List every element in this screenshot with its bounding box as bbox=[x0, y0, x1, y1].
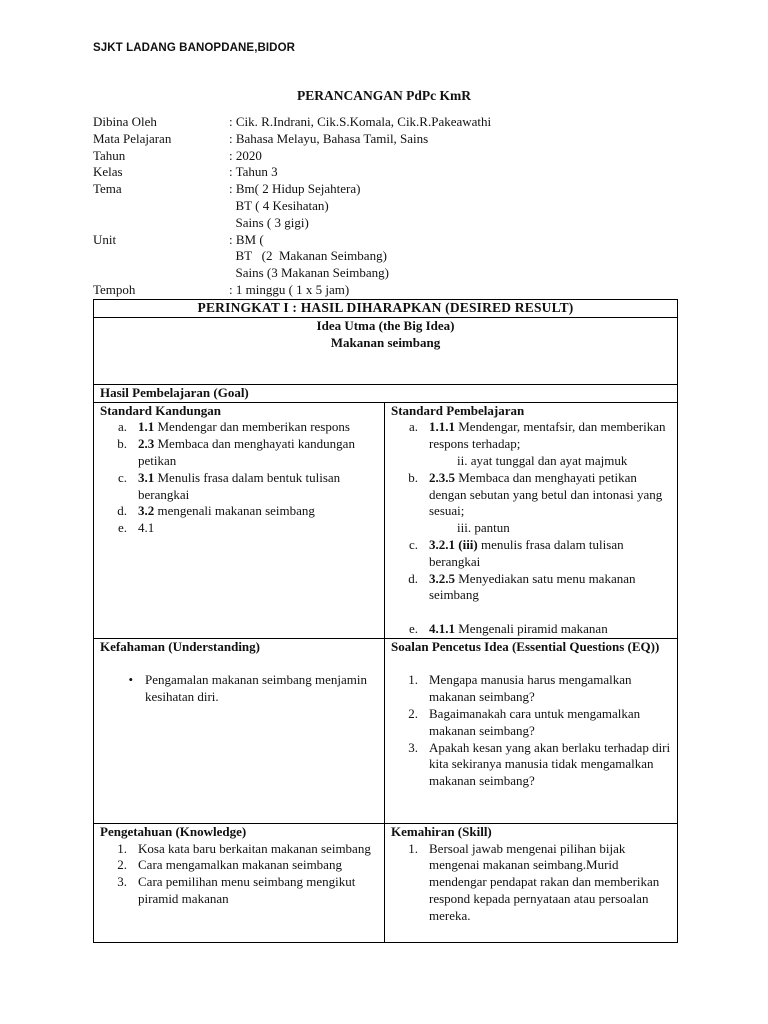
list-marker: 1. bbox=[408, 672, 418, 688]
list-marker: b. bbox=[117, 436, 127, 452]
list-item bbox=[391, 470, 671, 520]
sk-title: Standard Kandungan bbox=[100, 402, 222, 418]
meta-row-unit-sains bbox=[93, 265, 693, 282]
standard-code: 1.1 bbox=[138, 419, 155, 435]
meta-info bbox=[93, 114, 693, 299]
meta-label: Mata Pelajaran bbox=[93, 130, 172, 146]
list-item bbox=[100, 419, 378, 436]
item-text: Menyediakan satu menu makanan seimbang bbox=[429, 570, 636, 603]
meta-label: Kelas bbox=[93, 164, 123, 180]
item-text: Mengenali piramid makanan bbox=[455, 620, 608, 636]
list-marker: c. bbox=[408, 536, 418, 552]
item-text: Membaca dan menghayati petikan dengan sebutan yang betul dan intonasi yang sesuai; bbox=[429, 469, 663, 519]
meta-row-duration bbox=[93, 282, 693, 299]
meta-value: Sains (3 Makanan Seimbang) bbox=[229, 265, 389, 281]
list-item bbox=[391, 740, 671, 790]
understanding-title: Kefahaman (Understanding) bbox=[100, 638, 260, 654]
meta-label bbox=[93, 265, 229, 282]
list-marker: d. bbox=[117, 503, 127, 519]
skill-title: Kemahiran (Skill) bbox=[391, 823, 492, 839]
knowledge-list bbox=[100, 841, 378, 908]
standard-pembelajaran-cell bbox=[385, 402, 678, 638]
item-text: Mendengar, mentafsir, dan memberikan respons terhadap; bbox=[429, 419, 666, 452]
meta-value: Sains ( 3 gigi) bbox=[229, 214, 309, 230]
list-marker: b. bbox=[408, 469, 418, 485]
list-item bbox=[100, 672, 378, 706]
plan-table bbox=[93, 299, 678, 943]
sp-title: Standard Pembelajaran bbox=[391, 402, 525, 418]
meta-label bbox=[93, 198, 229, 215]
item-text: Bersoal jawab mengenai pilihan bijak mengenai makanan seimbang.Murid mendengar pendapat rakan dan memberikan respond kepada pernyataan atau persoalan mereka. bbox=[429, 840, 660, 923]
list-item bbox=[100, 841, 378, 858]
standard-code: 3.2.1 (iii) bbox=[429, 536, 478, 552]
item-text: Bagaimanakah cara untuk mengamalkan makanan seimbang? bbox=[429, 705, 641, 738]
list-marker: 3. bbox=[408, 739, 418, 755]
skill-cell bbox=[385, 823, 678, 942]
standards-row bbox=[94, 402, 678, 638]
spacer bbox=[100, 656, 378, 673]
standard-code: 2.3.5 bbox=[429, 469, 455, 485]
list-marker: a. bbox=[117, 419, 127, 435]
item-text: Cara pemilihan menu seimbang mengikut piramid makanan bbox=[138, 874, 356, 906]
meta-row-class bbox=[93, 164, 693, 181]
list-item bbox=[100, 436, 378, 470]
item-text: Membaca dan menghayati kandungan petikan bbox=[138, 436, 355, 468]
list-item bbox=[391, 672, 671, 706]
meta-row-unit bbox=[93, 232, 693, 249]
sub-item: iii. pantun bbox=[457, 520, 510, 536]
list-item bbox=[391, 841, 671, 925]
understanding-list bbox=[100, 672, 378, 706]
knowledge-row bbox=[94, 823, 678, 942]
list-item bbox=[100, 874, 378, 908]
knowledge-title: Pengetahuan (Knowledge) bbox=[100, 823, 247, 839]
sk-list bbox=[100, 419, 378, 537]
list-marker: e. bbox=[408, 620, 418, 636]
list-marker: a. bbox=[408, 419, 418, 435]
list-item bbox=[100, 470, 378, 504]
item-text: Mendengar dan memberikan respons bbox=[154, 419, 350, 435]
item-text: Kosa kata baru berkaitan makanan seimbang bbox=[138, 840, 371, 856]
spacer bbox=[391, 656, 671, 673]
meta-label: Unit bbox=[93, 231, 117, 247]
meta-value: BT ( 4 Kesihatan) bbox=[229, 197, 329, 213]
standard-kandungan-cell bbox=[94, 402, 385, 638]
eq-cell bbox=[385, 638, 678, 823]
understanding-cell bbox=[94, 638, 385, 823]
meta-value: : Bm( 2 Hidup Sejahtera) bbox=[229, 181, 361, 197]
bullet-icon: • bbox=[128, 672, 133, 688]
list-marker: c. bbox=[117, 469, 127, 485]
item-text: menulis frasa dalam tulisan berangkai bbox=[429, 536, 624, 569]
goal-title: Hasil Pembelajaran (Goal) bbox=[94, 384, 678, 402]
standard-code: 3.2 bbox=[138, 503, 155, 519]
understanding-row bbox=[94, 638, 678, 823]
meta-label bbox=[93, 215, 229, 232]
table-header: PERINGKAT I : HASIL DIHARAPKAN (DESIRED RESULT) bbox=[94, 300, 678, 318]
meta-value: BT (2 Makanan Seimbang) bbox=[229, 248, 387, 264]
big-idea-text: Makanan seimbang bbox=[330, 334, 441, 350]
list-marker: 1. bbox=[117, 840, 127, 856]
meta-label: Tema bbox=[93, 181, 122, 197]
big-idea-cell bbox=[94, 317, 678, 384]
standard-code: 3.2.5 bbox=[429, 570, 455, 586]
meta-label: Tempoh bbox=[93, 281, 136, 297]
item-text: Pengamalan makanan seimbang menjamin kesihatan diri. bbox=[145, 672, 368, 705]
meta-label bbox=[93, 248, 229, 265]
list-marker: d. bbox=[408, 570, 418, 586]
table-header-row bbox=[94, 300, 678, 318]
list-item bbox=[391, 537, 671, 571]
list-marker: 2. bbox=[408, 705, 418, 721]
meta-row-theme-bt bbox=[93, 198, 693, 215]
document-title: PERANCANGAN PdPc KmR bbox=[297, 88, 471, 103]
big-idea-row bbox=[94, 317, 678, 384]
meta-value: : Cik. R.Indrani, Cik.S.Komala, Cik.R.Pakeawathi bbox=[229, 114, 492, 129]
item-text: Menulis frasa dalam bentuk tulisan berangkai bbox=[138, 469, 341, 502]
meta-label: Dibina Oleh bbox=[93, 114, 157, 129]
eq-list bbox=[391, 672, 671, 790]
sp-list bbox=[391, 419, 671, 637]
list-item bbox=[391, 706, 671, 740]
eq-title: Soalan Pencetus Idea (Essential Questions (EQ)) bbox=[391, 638, 660, 654]
list-item bbox=[391, 621, 671, 638]
skill-list bbox=[391, 841, 671, 925]
standard-code: 3.1 bbox=[138, 469, 155, 485]
list-item bbox=[391, 571, 671, 605]
standard-code: 2.3 bbox=[138, 436, 155, 452]
meta-value: : BM ( bbox=[229, 231, 264, 247]
goal-row bbox=[94, 384, 678, 402]
school-name: SJKT LADANG BANOPDANE,BIDOR bbox=[93, 42, 296, 54]
item-text: Mengapa manusia harus mengamalkan makanan seimbang? bbox=[429, 672, 632, 705]
meta-row-theme-sains bbox=[93, 215, 693, 232]
standard-code: 4.1.1 bbox=[429, 620, 455, 636]
item-text: 4.1 bbox=[138, 520, 155, 536]
meta-row-dibina bbox=[93, 114, 693, 131]
item-text: mengenali makanan seimbang bbox=[154, 503, 315, 519]
list-marker: e. bbox=[117, 520, 127, 536]
list-item bbox=[100, 520, 378, 537]
meta-row-subject bbox=[93, 131, 693, 148]
item-text: Apakah kesan yang akan berlaku terhadap diri kita sekiranya manusia tidak mengamalkan makanan seimbang? bbox=[429, 739, 671, 789]
spacer bbox=[391, 604, 671, 621]
list-marker: 2. bbox=[117, 857, 127, 873]
big-idea-title: Idea Utma (the Big Idea) bbox=[316, 317, 455, 333]
knowledge-cell bbox=[94, 823, 385, 942]
meta-row-theme bbox=[93, 181, 693, 198]
meta-value: : 1 minggu ( 1 x 5 jam) bbox=[229, 281, 350, 297]
list-item bbox=[391, 419, 671, 453]
item-text: Cara mengamalkan makanan seimbang bbox=[138, 857, 342, 873]
meta-value: : 2020 bbox=[229, 147, 262, 163]
meta-label: Tahun bbox=[93, 147, 126, 163]
sub-item: ii. ayat tunggal dan ayat majmuk bbox=[457, 452, 628, 468]
meta-row-unit-bt bbox=[93, 248, 693, 265]
list-item bbox=[100, 503, 378, 520]
list-marker: 3. bbox=[117, 874, 127, 890]
list-marker: 1. bbox=[408, 840, 418, 856]
meta-row-year bbox=[93, 148, 693, 165]
list-item bbox=[100, 857, 378, 874]
standard-code: 1.1.1 bbox=[429, 419, 455, 435]
meta-value: : Tahun 3 bbox=[229, 164, 278, 180]
meta-value: : Bahasa Melayu, Bahasa Tamil, Sains bbox=[229, 130, 429, 146]
